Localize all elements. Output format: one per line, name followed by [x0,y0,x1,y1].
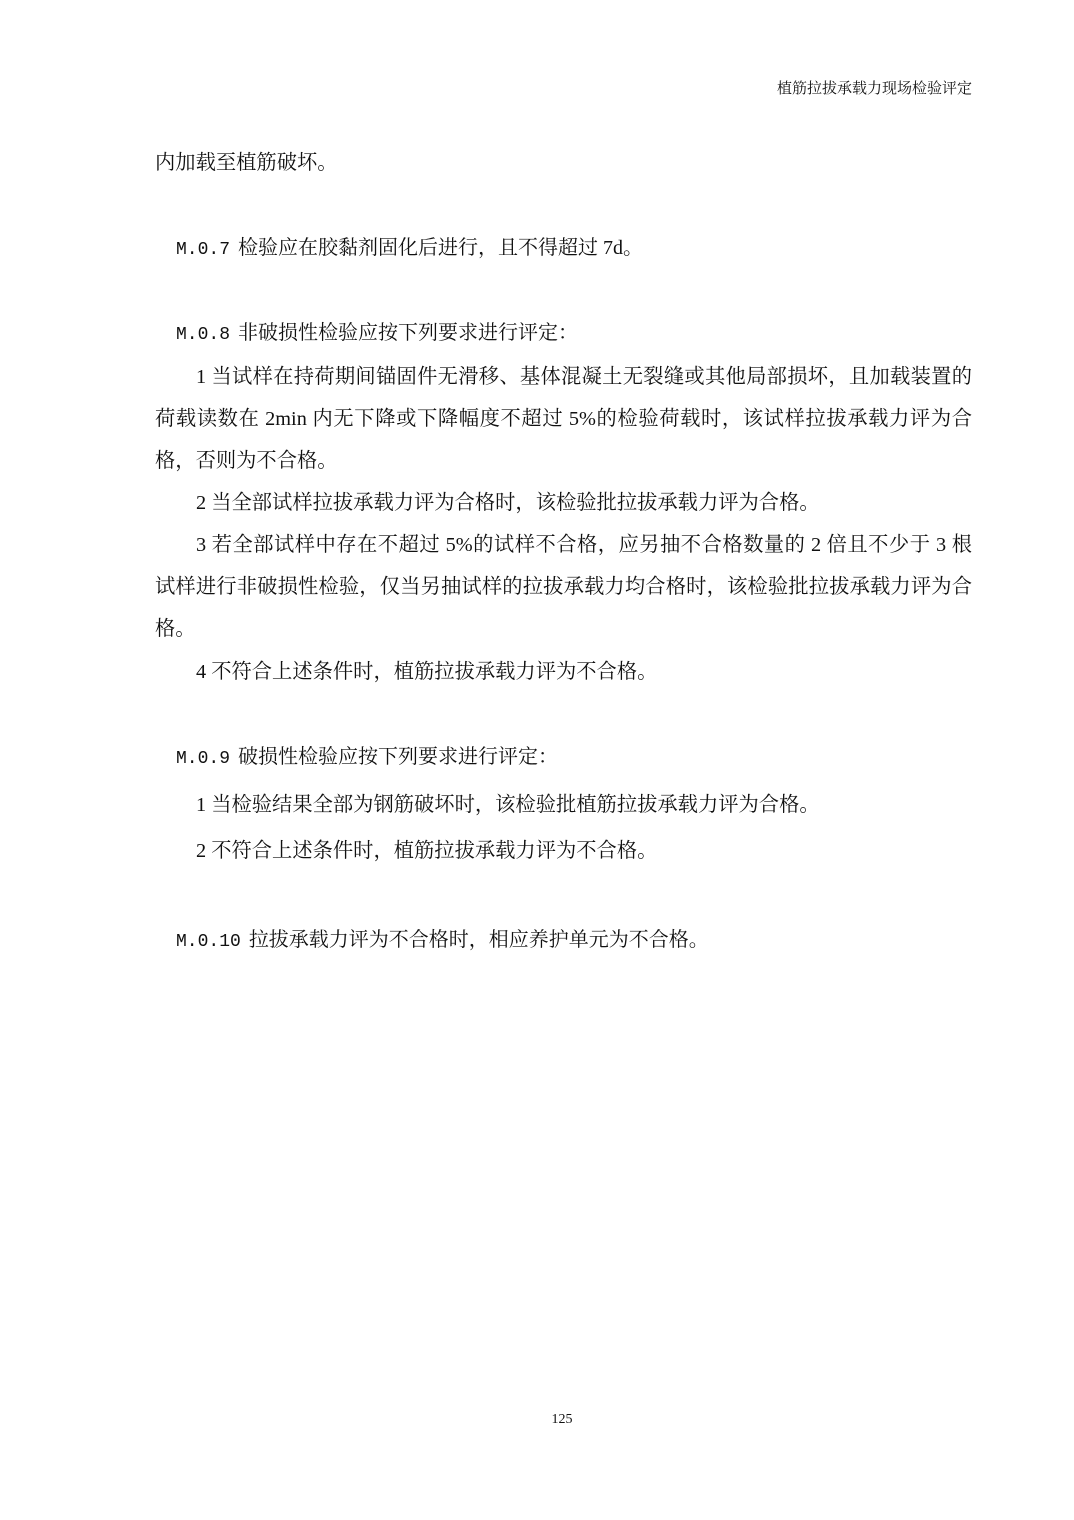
list-item: 3 若全部试样中存在不超过 5%的试样不合格，应另抽不合格数量的 2 倍且不少于 3 根试样进行非破损性检验，仅当另抽试样的拉拔承载力均合格时，该检验批拉拔承载力评为合格。 [155,534,972,640]
list-item: 4 不符合上述条件时，植筋拉拔承载力评为不合格。 [196,661,658,683]
clause-m010 [176,919,709,963]
clause-text: 破损性检验应按下列要求进行评定： [238,746,559,768]
clause-text: 非破损性检验应按下列要求进行评定： [238,322,579,344]
clause-m08 [176,312,578,356]
continuation-text: 内加载至植筋破坏。 [155,152,338,174]
clause-m07 [176,227,643,271]
clause-m09 [176,736,558,780]
clause-text: 检验应在胶黏剂固化后进行，且不得超过 7d。 [238,237,644,259]
list-item: 1 当检验结果全部为钢筋破坏时，该检验批植筋拉拔承载力评为合格。 [196,794,820,816]
clause-text: 拉拔承载力评为不合格时，相应养护单元为不合格。 [248,929,709,951]
clause-number: M.0.7 [176,240,231,260]
list-item: 2 不符合上述条件时，植筋拉拔承载力评为不合格。 [196,840,658,862]
clause-number: M.0.9 [176,749,231,769]
clause-number: M.0.10 [176,932,241,952]
running-header: 植筋拉拔承载力现场检验评定 [776,81,972,97]
page-number: 125 [551,1412,573,1427]
list-item: 1 当试样在持荷期间锚固件无滑移、基体混凝土无裂缝或其他局部损坏，且加载装置的荷载读数在 2min 内无下降或下降幅度不超过 5%的检验荷载时，该试样拉拔承载力评为合格，否则为不合格。 [155,366,972,472]
clause-number: M.0.8 [176,325,231,345]
list-item: 2 当全部试样拉拔承载力评为合格时，该检验批拉拔承载力评为合格。 [196,492,820,514]
